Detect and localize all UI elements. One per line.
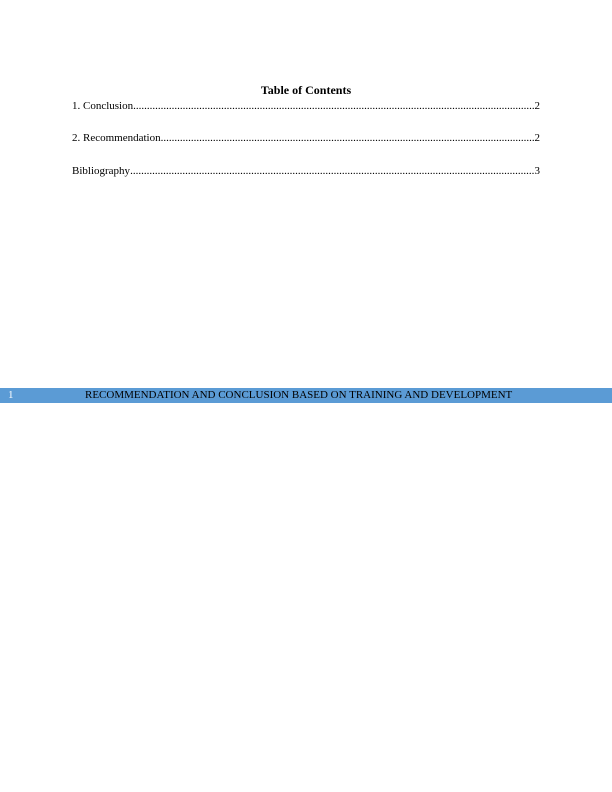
toc-entry-label: 2. Recommendation [72, 132, 161, 144]
toc-entry-page: 2 [534, 100, 540, 112]
footer-bar [0, 388, 612, 403]
toc-entry-page: 3 [534, 165, 540, 177]
toc-dot-leader [133, 99, 534, 113]
toc-entry-conclusion[interactable] [72, 99, 540, 113]
toc-title: Table of Contents [260, 83, 352, 97]
toc-dot-leader [130, 164, 534, 178]
toc-entry-bibliography[interactable] [72, 164, 540, 178]
toc-dot-leader [161, 131, 535, 145]
toc-entry-label: Bibliography [72, 165, 131, 177]
footer-running-title: RECOMMENDATION AND CONCLUSION BASED ON TRAINING AND DEVELOPMENT [85, 389, 513, 401]
toc-entry-label: 1. Conclusion [72, 100, 134, 112]
toc-entry-recommendation[interactable] [72, 131, 540, 145]
toc-entry-page: 2 [534, 132, 540, 144]
footer-page-number: 1 [8, 389, 14, 401]
